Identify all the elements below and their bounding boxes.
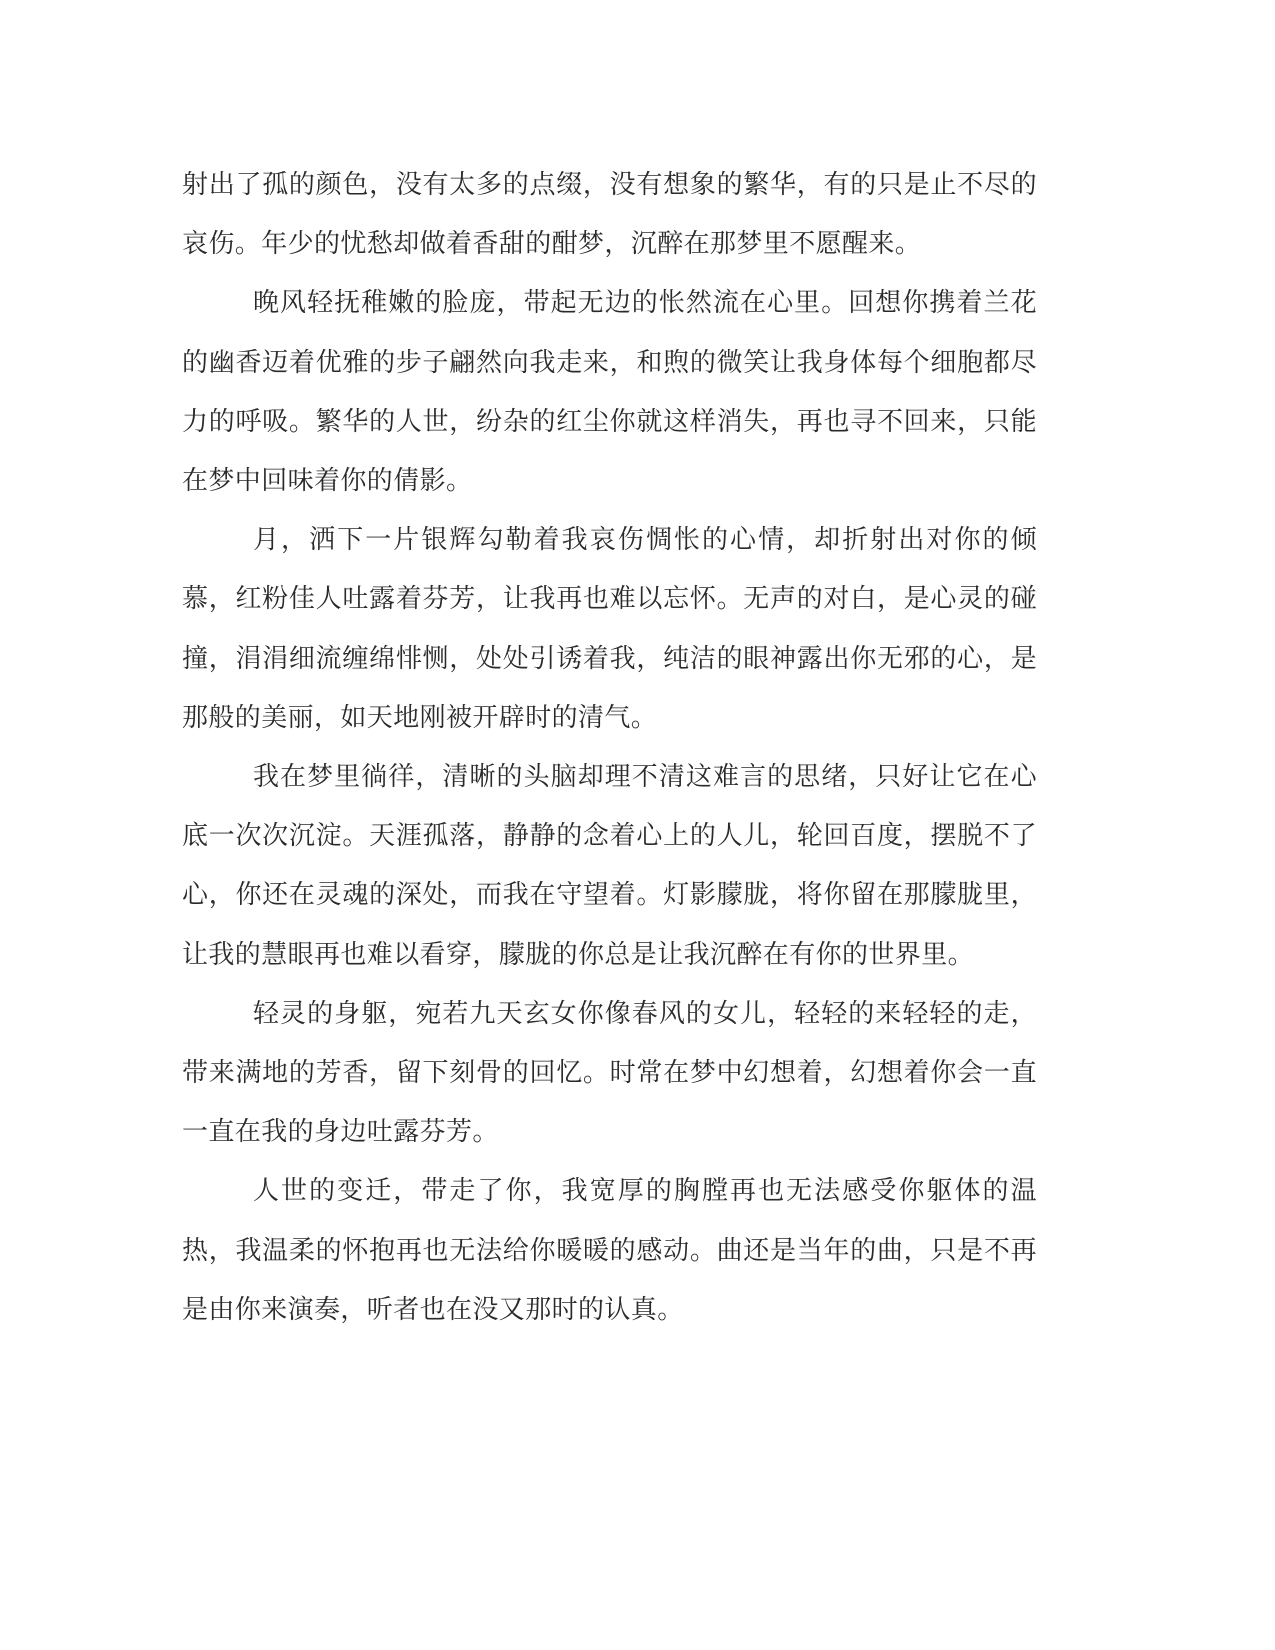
paragraph-2: 晚风轻抚稚嫩的脸庞，带起无边的怅然流在心里。回想你携着兰花的幽香迈着优雅的步子翩然向我走来，和煦的微笑让我身体每个细胞都尽力的呼吸。繁华的人世，纷杂的红尘你就这样消失，再也寻不回来，只能在梦中回味着你的倩影。 bbox=[182, 288, 1037, 497]
paragraph-6: 人世的变迁，带走了你，我宽厚的胸膛再也无法感受你躯体的温热，我温柔的怀抱再也无法给你暖暖的感动。曲还是当年的曲，只是不再是由你来演奏，听者也在没又那时的认真。 bbox=[182, 1176, 1037, 1325]
paragraph-4: 我在梦里徜徉，清晰的头脑却理不清这难言的思绪，只好让它在心底一次次沉淀。天涯孤落，静静的念着心上的人儿，轮回百度，摆脱不了心，你还在灵魂的深处，而我在守望着。灯影朦胧，将你留在那朦胧里，让我的慧眼再也难以看穿，朦胧的你总是让我沉醉在有你的世界里。 bbox=[182, 762, 1037, 970]
document-body bbox=[182, 156, 1037, 1340]
paragraph-5: 轻灵的身躯，宛若九天玄女你像春风的女儿，轻轻的来轻轻的走，带来满地的芳香，留下刻骨的回忆。时常在梦中幻想着，幻想着你会一直一直在我的身边吐露芬芳。 bbox=[182, 998, 1037, 1148]
paragraph-1: 射出了孤的颜色，没有太多的点缀，没有想象的繁华，有的只是止不尽的哀伤。年少的忧愁却做着香甜的酣梦，沉醉在那梦里不愿醒来。 bbox=[182, 170, 1037, 260]
paragraph-3: 月，洒下一片银辉勾勒着我哀伤惆怅的心情，却折射出对你的倾慕，红粉佳人吐露着芬芳，让我再也难以忘怀。无声的对白，是心灵的碰撞，涓涓细流缠绵悱恻，处处引诱着我，纯洁的眼神露出你无邪的心，是那般的美丽，如天地刚被开辟时的清气。 bbox=[182, 525, 1037, 733]
